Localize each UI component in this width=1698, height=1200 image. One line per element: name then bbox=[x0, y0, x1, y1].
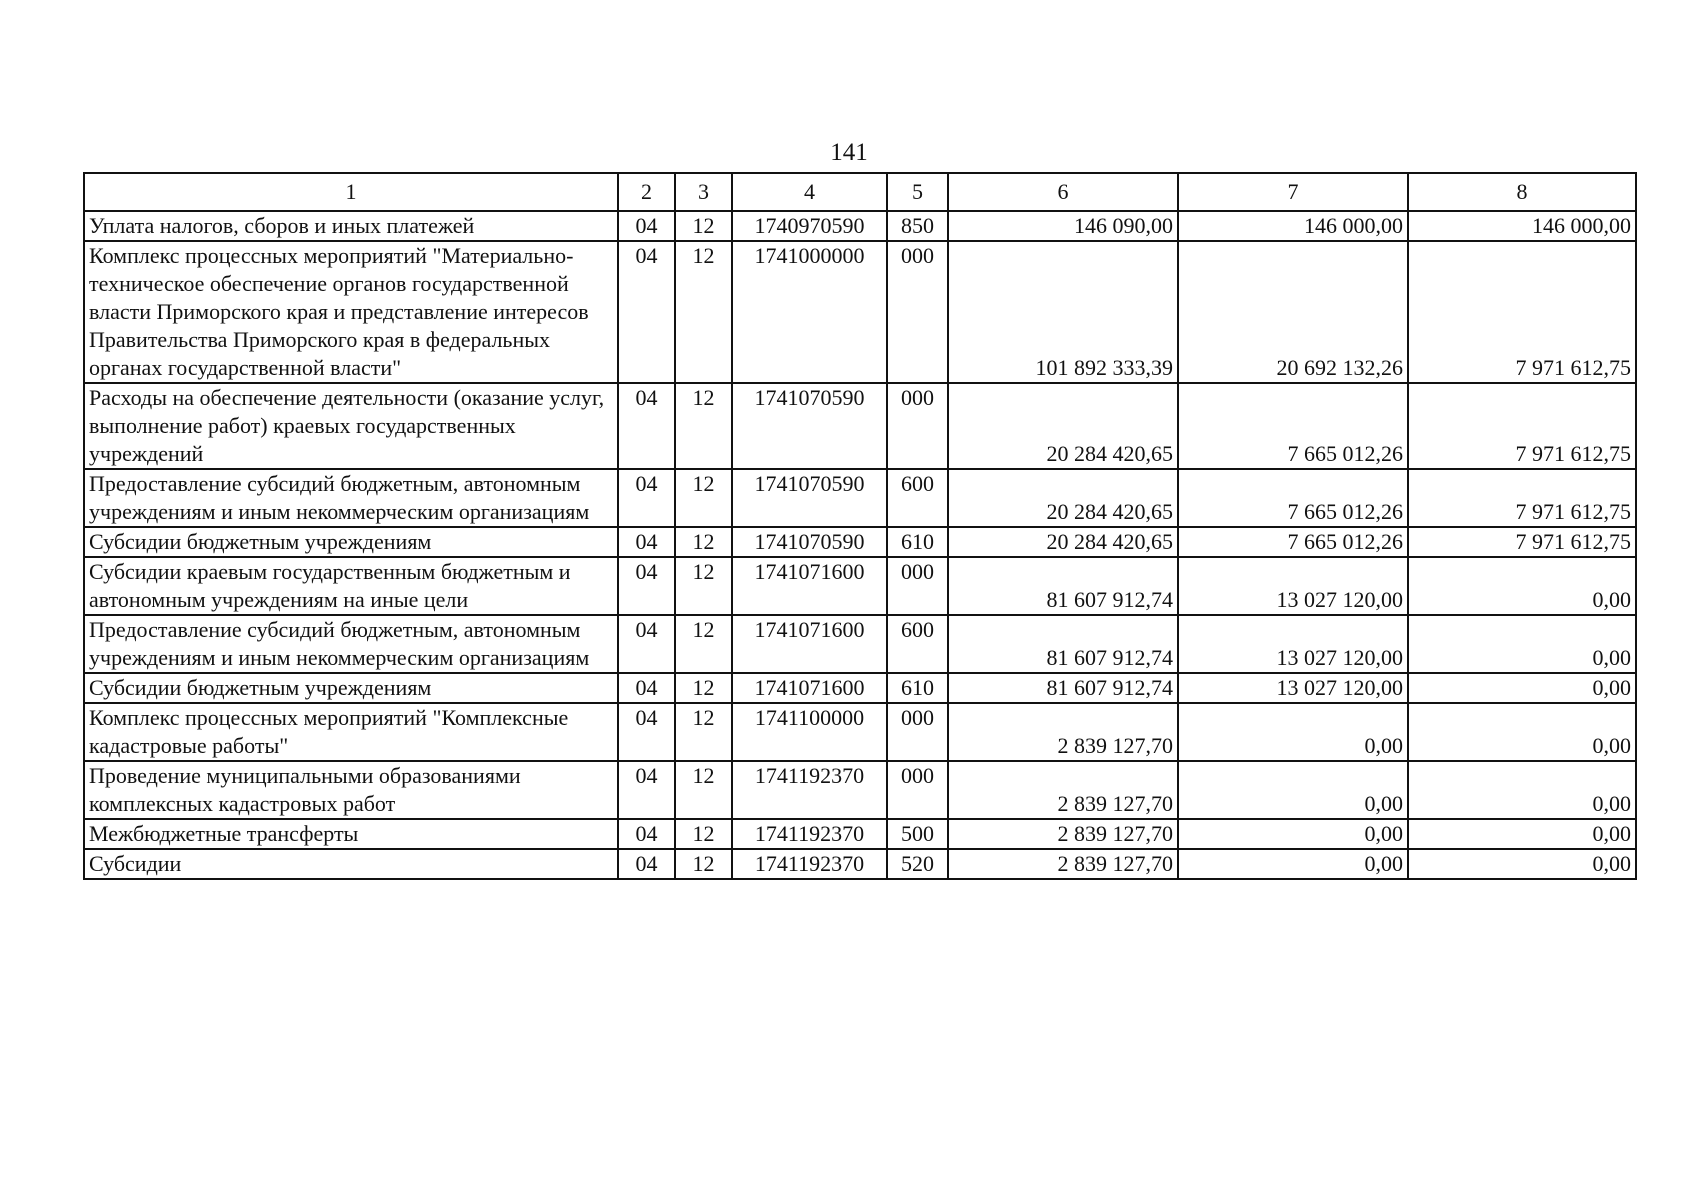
amount-col7-cell: 0,00 bbox=[1178, 819, 1408, 849]
expense-name-cell: Субсидии bbox=[84, 849, 618, 879]
expense-name-cell: Субсидии краевым государственным бюджетным и автономным учреждениям на иные цели bbox=[84, 557, 618, 615]
expense-name-cell: Комплекс процессных мероприятий "Комплексные кадастровые работы" bbox=[84, 703, 618, 761]
table-row bbox=[84, 615, 1636, 673]
table-row bbox=[84, 383, 1636, 469]
subsection-code-cell: 12 bbox=[675, 527, 732, 557]
subsection-code-cell: 12 bbox=[675, 469, 732, 527]
expense-type-cell: 000 bbox=[887, 383, 948, 469]
target-article-cell: 1741100000 bbox=[732, 703, 887, 761]
target-article-cell: 1741071600 bbox=[732, 673, 887, 703]
section-code-cell: 04 bbox=[618, 673, 675, 703]
amount-col6-cell: 20 284 420,65 bbox=[948, 383, 1178, 469]
expense-type-cell: 000 bbox=[887, 761, 948, 819]
expense-type-cell: 600 bbox=[887, 469, 948, 527]
amount-col7-cell: 0,00 bbox=[1178, 849, 1408, 879]
expense-type-cell: 600 bbox=[887, 615, 948, 673]
amount-col7-cell: 13 027 120,00 bbox=[1178, 557, 1408, 615]
table-row bbox=[84, 761, 1636, 819]
target-article-cell: 1741071600 bbox=[732, 557, 887, 615]
expense-name-cell: Уплата налогов, сборов и иных платежей bbox=[84, 211, 618, 241]
target-article-cell: 1741192370 bbox=[732, 849, 887, 879]
amount-col8-cell: 7 971 612,75 bbox=[1408, 241, 1636, 383]
amount-col6-cell: 2 839 127,70 bbox=[948, 849, 1178, 879]
subsection-code-cell: 12 bbox=[675, 241, 732, 383]
expense-type-cell: 610 bbox=[887, 527, 948, 557]
expense-name-cell: Предоставление субсидий бюджетным, автономным учреждениям и иным некоммерческим организациям bbox=[84, 615, 618, 673]
column-header: 6 bbox=[948, 173, 1178, 211]
amount-col8-cell: 0,00 bbox=[1408, 673, 1636, 703]
subsection-code-cell: 12 bbox=[675, 761, 732, 819]
subsection-code-cell: 12 bbox=[675, 211, 732, 241]
expense-name-cell: Проведение муниципальными образованиями комплексных кадастровых работ bbox=[84, 761, 618, 819]
amount-col6-cell: 81 607 912,74 bbox=[948, 673, 1178, 703]
expense-type-cell: 610 bbox=[887, 673, 948, 703]
table-row bbox=[84, 673, 1636, 703]
amount-col8-cell: 7 971 612,75 bbox=[1408, 469, 1636, 527]
amount-col6-cell: 2 839 127,70 bbox=[948, 819, 1178, 849]
expense-type-cell: 000 bbox=[887, 241, 948, 383]
amount-col7-cell: 0,00 bbox=[1178, 703, 1408, 761]
table-row bbox=[84, 849, 1636, 879]
column-header: 5 bbox=[887, 173, 948, 211]
target-article-cell: 1741192370 bbox=[732, 761, 887, 819]
target-article-cell: 1741000000 bbox=[732, 241, 887, 383]
target-article-cell: 1741071600 bbox=[732, 615, 887, 673]
amount-col6-cell: 20 284 420,65 bbox=[948, 527, 1178, 557]
section-code-cell: 04 bbox=[618, 615, 675, 673]
amount-col7-cell: 13 027 120,00 bbox=[1178, 673, 1408, 703]
amount-col8-cell: 0,00 bbox=[1408, 819, 1636, 849]
expense-type-cell: 000 bbox=[887, 703, 948, 761]
amount-col8-cell: 0,00 bbox=[1408, 849, 1636, 879]
amount-col8-cell: 7 971 612,75 bbox=[1408, 527, 1636, 557]
expense-type-cell: 000 bbox=[887, 557, 948, 615]
expense-name-cell: Субсидии бюджетным учреждениям bbox=[84, 527, 618, 557]
expense-name-cell: Субсидии бюджетным учреждениям bbox=[84, 673, 618, 703]
target-article-cell: 1741070590 bbox=[732, 469, 887, 527]
amount-col6-cell: 20 284 420,65 bbox=[948, 469, 1178, 527]
table-row bbox=[84, 527, 1636, 557]
amount-col8-cell: 0,00 bbox=[1408, 557, 1636, 615]
amount-col8-cell: 7 971 612,75 bbox=[1408, 383, 1636, 469]
table-row bbox=[84, 557, 1636, 615]
expense-name-cell: Межбюджетные трансферты bbox=[84, 819, 618, 849]
column-header: 3 bbox=[675, 173, 732, 211]
table-row bbox=[84, 819, 1636, 849]
target-article-cell: 1741070590 bbox=[732, 383, 887, 469]
target-article-cell: 1740970590 bbox=[732, 211, 887, 241]
column-header: 2 bbox=[618, 173, 675, 211]
amount-col6-cell: 2 839 127,70 bbox=[948, 703, 1178, 761]
section-code-cell: 04 bbox=[618, 819, 675, 849]
expense-type-cell: 520 bbox=[887, 849, 948, 879]
table-row bbox=[84, 469, 1636, 527]
amount-col6-cell: 146 090,00 bbox=[948, 211, 1178, 241]
header-row bbox=[84, 173, 1636, 211]
subsection-code-cell: 12 bbox=[675, 615, 732, 673]
subsection-code-cell: 12 bbox=[675, 819, 732, 849]
section-code-cell: 04 bbox=[618, 703, 675, 761]
amount-col6-cell: 2 839 127,70 bbox=[948, 761, 1178, 819]
amount-col7-cell: 146 000,00 bbox=[1178, 211, 1408, 241]
column-header: 8 bbox=[1408, 173, 1636, 211]
column-header: 7 bbox=[1178, 173, 1408, 211]
amount-col8-cell: 146 000,00 bbox=[1408, 211, 1636, 241]
subsection-code-cell: 12 bbox=[675, 703, 732, 761]
amount-col6-cell: 81 607 912,74 bbox=[948, 615, 1178, 673]
amount-col7-cell: 0,00 bbox=[1178, 761, 1408, 819]
expense-type-cell: 850 bbox=[887, 211, 948, 241]
column-header: 4 bbox=[732, 173, 887, 211]
page-number: 141 bbox=[830, 139, 868, 166]
section-code-cell: 04 bbox=[618, 211, 675, 241]
table-row bbox=[84, 703, 1636, 761]
section-code-cell: 04 bbox=[618, 527, 675, 557]
section-code-cell: 04 bbox=[618, 849, 675, 879]
section-code-cell: 04 bbox=[618, 761, 675, 819]
amount-col8-cell: 0,00 bbox=[1408, 761, 1636, 819]
budget-table bbox=[83, 172, 1637, 880]
amount-col6-cell: 81 607 912,74 bbox=[948, 557, 1178, 615]
target-article-cell: 1741192370 bbox=[732, 819, 887, 849]
amount-col7-cell: 13 027 120,00 bbox=[1178, 615, 1408, 673]
expense-name-cell: Расходы на обеспечение деятельности (оказание услуг, выполнение работ) краевых государственных учреждений bbox=[84, 383, 618, 469]
expense-type-cell: 500 bbox=[887, 819, 948, 849]
section-code-cell: 04 bbox=[618, 383, 675, 469]
expense-name-cell: Предоставление субсидий бюджетным, автономным учреждениям и иным некоммерческим организациям bbox=[84, 469, 618, 527]
amount-col7-cell: 20 692 132,26 bbox=[1178, 241, 1408, 383]
amount-col8-cell: 0,00 bbox=[1408, 615, 1636, 673]
section-code-cell: 04 bbox=[618, 469, 675, 527]
subsection-code-cell: 12 bbox=[675, 383, 732, 469]
amount-col7-cell: 7 665 012,26 bbox=[1178, 383, 1408, 469]
amount-col7-cell: 7 665 012,26 bbox=[1178, 527, 1408, 557]
amount-col6-cell: 101 892 333,39 bbox=[948, 241, 1178, 383]
section-code-cell: 04 bbox=[618, 241, 675, 383]
column-header: 1 bbox=[84, 173, 618, 211]
subsection-code-cell: 12 bbox=[675, 673, 732, 703]
expense-name-cell: Комплекс процессных мероприятий "Материально-техническое обеспечение органов государственной власти Приморского края и представление интересов Правительства Приморского края в федеральных органах государственной власти" bbox=[84, 241, 618, 383]
subsection-code-cell: 12 bbox=[675, 557, 732, 615]
amount-col8-cell: 0,00 bbox=[1408, 703, 1636, 761]
subsection-code-cell: 12 bbox=[675, 849, 732, 879]
table-row bbox=[84, 211, 1636, 241]
section-code-cell: 04 bbox=[618, 557, 675, 615]
amount-col7-cell: 7 665 012,26 bbox=[1178, 469, 1408, 527]
target-article-cell: 1741070590 bbox=[732, 527, 887, 557]
table-row bbox=[84, 241, 1636, 383]
